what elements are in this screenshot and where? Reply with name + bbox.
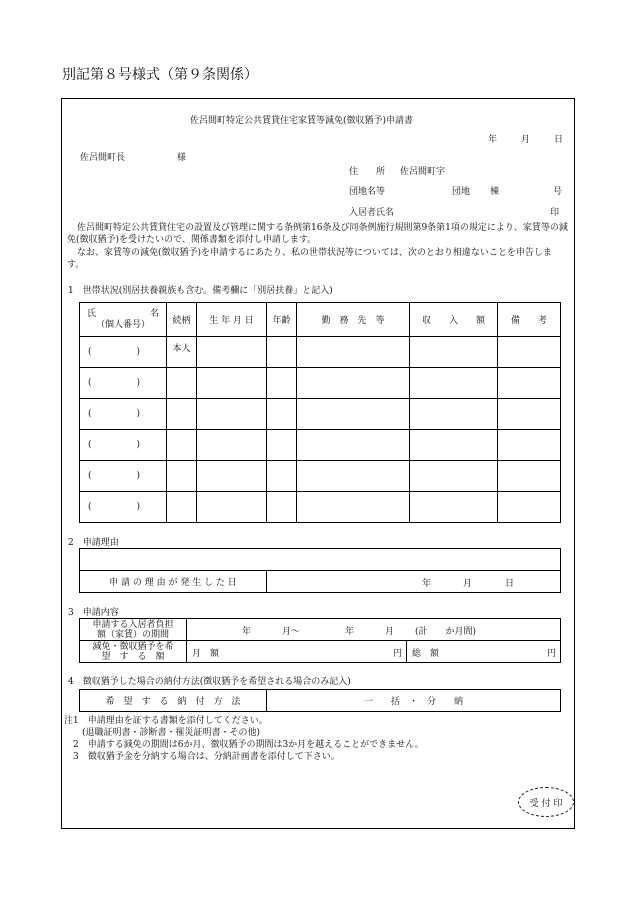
header-income: 収 入 額: [410, 303, 498, 337]
notes-cell[interactable]: [498, 461, 561, 492]
note-line: 2 申請する減免の期間は6か月、徴収猶予の期間は3か月を越えることができません。: [64, 740, 424, 750]
header-name: 氏 名 （個人番号）: [80, 303, 167, 337]
birth-cell[interactable]: [197, 461, 267, 492]
work-cell[interactable]: [297, 399, 410, 430]
notes-block: [64, 715, 424, 763]
relation-cell[interactable]: [167, 430, 197, 461]
section3-title: 3 申請内容: [68, 608, 119, 618]
addressee-name: 佐呂間町長: [80, 153, 126, 163]
reception-stamp: 受 付 印: [518, 787, 574, 817]
header-age: 年齢: [267, 303, 297, 337]
notes-cell[interactable]: [498, 368, 561, 399]
resident-name-label: 入居者氏名: [349, 208, 395, 218]
complex-label: 団地名等: [349, 187, 386, 197]
reason-input[interactable]: [80, 549, 561, 571]
birth-cell[interactable]: [197, 430, 267, 461]
payment-method-label: 希 望 す る 納 付 方 法: [80, 690, 267, 712]
address-value: 佐呂間町字: [400, 167, 446, 177]
notes-cell[interactable]: [498, 430, 561, 461]
age-cell[interactable]: [267, 461, 297, 492]
reason-date-input[interactable]: 年 月 日: [267, 571, 561, 593]
table-row: [80, 461, 561, 492]
header-birth: 生 年 月 日: [197, 303, 267, 337]
work-cell[interactable]: [297, 430, 410, 461]
note-line: 注1 申請理由を証する書類を添付してください。: [64, 716, 268, 726]
amount-label: 減免・徴収猶予を希 望 す る 額: [80, 641, 187, 663]
addressee-honorific: 様: [177, 153, 187, 163]
name-cell[interactable]: ( ): [80, 399, 167, 430]
form-title: 佐呂間町特定公共賃貸住宅家賃等減免(徴収猶予)申請書: [190, 116, 414, 126]
seal-mark: 印: [550, 208, 560, 218]
income-cell[interactable]: [410, 492, 498, 523]
birth-cell[interactable]: [197, 492, 267, 523]
request-table: [79, 618, 561, 663]
address-label: 住 所: [349, 167, 386, 177]
income-cell[interactable]: [410, 368, 498, 399]
name-cell[interactable]: ( ): [80, 461, 167, 492]
birth-cell[interactable]: [197, 337, 267, 368]
reason-table: [79, 548, 561, 593]
header-work: 勤 務 先 等: [297, 303, 410, 337]
section1-title: 1 世帯状況(別居扶養親族も含む。備考欄に「別居扶養」と記入): [68, 286, 333, 296]
payment-method-choice[interactable]: 一 括 ・ 分 納: [267, 690, 561, 712]
table-row: [80, 430, 561, 461]
date-year: 年: [488, 135, 498, 145]
name-cell[interactable]: ( ): [80, 368, 167, 399]
relation-cell[interactable]: [167, 492, 197, 523]
name-cell[interactable]: ( ): [80, 430, 167, 461]
household-header-row: [80, 303, 561, 337]
birth-cell[interactable]: [197, 399, 267, 430]
monthly-amount-input[interactable]: 月 額 円: [187, 641, 407, 663]
relation-cell[interactable]: [167, 399, 197, 430]
period-label: 申請する入居者負担 額（家賃）の期間: [80, 619, 187, 641]
date-month: 月: [521, 135, 531, 145]
period-input[interactable]: 年 月〜 年 月 (計 か月間): [187, 619, 561, 641]
income-cell[interactable]: [410, 399, 498, 430]
relation-cell[interactable]: [167, 368, 197, 399]
age-cell[interactable]: [267, 368, 297, 399]
work-cell[interactable]: [297, 461, 410, 492]
age-cell[interactable]: [267, 430, 297, 461]
birth-cell[interactable]: [197, 368, 267, 399]
work-cell[interactable]: [297, 337, 410, 368]
household-table: [79, 302, 561, 523]
date-day: 日: [554, 135, 564, 145]
reason-date-label: 申 請 の 理 由 が 発 生 し た 日: [80, 571, 267, 593]
name-cell[interactable]: ( ): [80, 492, 167, 523]
age-cell[interactable]: [267, 337, 297, 368]
note-line: (退職証明書・診断書・罹災証明書・その他): [64, 728, 261, 738]
name-cell[interactable]: ( ): [80, 337, 167, 368]
note-line: 3 徴収猶予金を分納する場合は、分納計画書を添付して下さい。: [64, 752, 340, 762]
notes-cell[interactable]: [498, 337, 561, 368]
intro-paragraph-1: 佐呂間町特定公共賃貸住宅の設置及び管理に関する条例第16条及び同条例施行規則第9条第1項の規定により、家賃等の減免(徴収猶予)を受けたいので、関係書類を添付し申請します。: [67, 223, 568, 245]
age-cell[interactable]: [267, 492, 297, 523]
table-row: [80, 368, 561, 399]
notes-cell[interactable]: [498, 492, 561, 523]
number-label: 号: [553, 187, 563, 197]
total-amount-input[interactable]: 総 額 円: [407, 641, 561, 663]
relation-cell[interactable]: 本人: [167, 337, 197, 368]
work-cell[interactable]: [297, 368, 410, 399]
table-row: [80, 399, 561, 430]
complex-unit: 団地: [452, 187, 471, 197]
table-row: [80, 492, 561, 523]
payment-table: [79, 689, 561, 712]
intro-paragraph-2: なお、家賃等の減免(徴収猶予)を申請するにあたり、私の世帯状況等については、次のとおり相違ないことを申告します。: [67, 248, 552, 270]
building-label: 棟: [490, 187, 500, 197]
notes-cell[interactable]: [498, 399, 561, 430]
relation-cell[interactable]: [167, 461, 197, 492]
income-cell[interactable]: [410, 337, 498, 368]
form-heading: 別記第８号様式（第９条関係）: [62, 67, 258, 83]
income-cell[interactable]: [410, 461, 498, 492]
work-cell[interactable]: [297, 492, 410, 523]
age-cell[interactable]: [267, 399, 297, 430]
header-relation: 続柄: [167, 303, 197, 337]
header-notes: 備 考: [498, 303, 561, 337]
income-cell[interactable]: [410, 430, 498, 461]
section4-title: 4 徴収猶予した場合の納付方法(徴収猶予を希望される場合のみ記入): [68, 677, 351, 687]
section2-title: 2 申請理由: [68, 538, 119, 548]
table-row: [80, 337, 561, 368]
